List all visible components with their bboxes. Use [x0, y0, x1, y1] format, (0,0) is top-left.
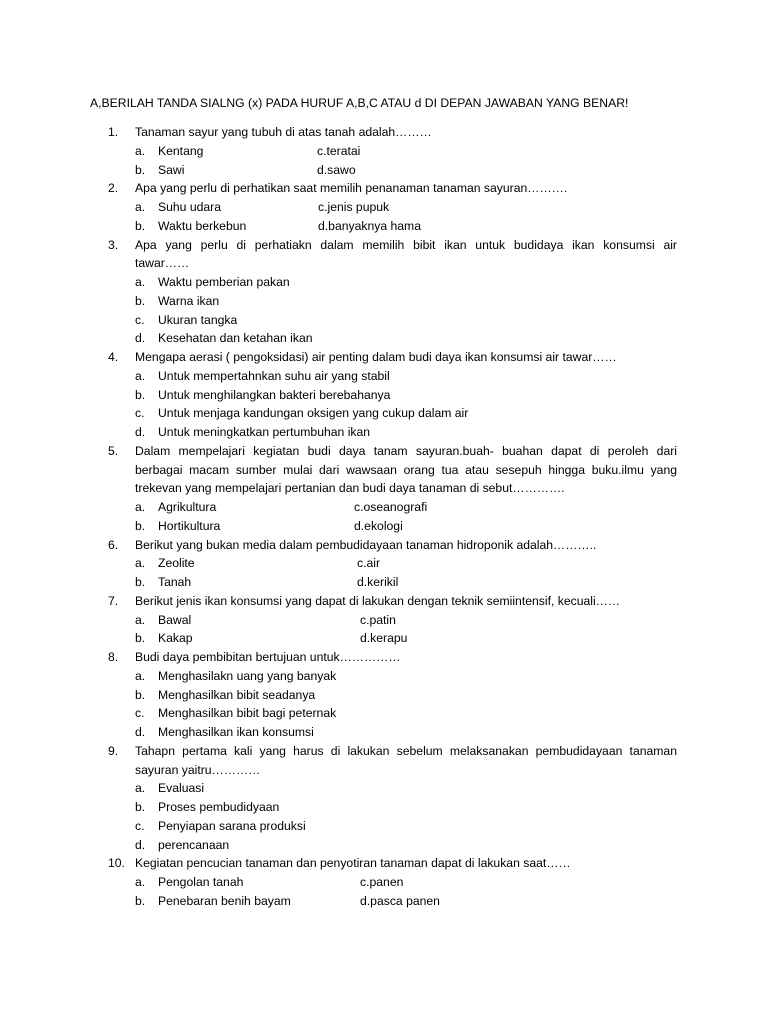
option-letter: a. [135, 368, 146, 383]
option-letter: d. [135, 425, 146, 439]
question-text: tawar…… [135, 256, 190, 271]
question-line [0, 254, 768, 273]
option-text: Untuk mempertahnkan suhu air yang stabil [158, 368, 390, 383]
option-letter: c. [135, 312, 145, 327]
option-text: Pengolan tanah [158, 875, 244, 889]
question-item [0, 236, 768, 349]
option-right-text: d.sawo [317, 162, 356, 177]
question-number: 4. [108, 350, 119, 364]
question-item [0, 442, 768, 536]
option-row [0, 704, 768, 723]
option-letter: a. [135, 612, 146, 627]
option-row [0, 779, 768, 798]
option-row [0, 667, 768, 686]
option-right-text: c.patin [360, 612, 396, 627]
option-row [0, 892, 768, 911]
option-text: Kakap [158, 631, 193, 646]
question-line [0, 348, 768, 367]
option-text: Ukuran tangka [158, 312, 238, 327]
question-line [0, 179, 768, 198]
question-text: Apa yang perlu di perhatiakn dalam memilih bibit ikan untuk budidaya ikan konsumsi air [135, 237, 677, 252]
option-letter: c. [135, 706, 145, 721]
option-row [0, 404, 768, 423]
option-row [0, 554, 768, 573]
option-right-text: c.air [357, 556, 381, 571]
option-row [0, 836, 768, 855]
question-text: Apa yang perlu di perhatikan saat memilih penanaman tanaman sayuran………. [135, 181, 568, 196]
question-line [0, 479, 768, 498]
option-text: Menghasilkan ikan konsumsi [158, 725, 314, 739]
option-row [0, 292, 768, 311]
question-item [0, 536, 768, 592]
option-text: Menghasilkan bibit seadanya [158, 687, 316, 702]
question-item [0, 742, 768, 855]
question-item [0, 854, 768, 910]
option-right-text: d.banyaknya hama [318, 218, 421, 233]
option-row [0, 386, 768, 405]
option-letter: b. [135, 293, 146, 308]
option-letter: b. [135, 387, 146, 402]
option-text: Waktu pemberian pakan [158, 275, 290, 289]
option-text: Untuk meningkatkan pertumbuhan ikan [158, 425, 371, 439]
question-list [0, 123, 768, 911]
option-letter: a. [135, 781, 146, 796]
option-text: Waktu berkebun [158, 218, 247, 233]
option-text: Agrikultura [158, 500, 217, 514]
question-line [0, 461, 768, 480]
option-right-text: c.oseanografi [354, 500, 428, 514]
option-row [0, 273, 768, 292]
option-row [0, 161, 768, 180]
question-item [0, 648, 768, 742]
option-letter: d. [135, 331, 146, 346]
option-text: Suhu udara [158, 200, 222, 214]
option-text: Penebaran benih bayam [158, 893, 291, 908]
question-number: 2. [108, 181, 119, 196]
question-line [0, 236, 768, 255]
option-letter: a. [135, 200, 146, 214]
question-text: Tahapn pertama kali yang harus di lakukan sebelum melaksanakan pembudidayaan tanaman [135, 743, 677, 758]
question-text: Budi daya pembibitan bertujuan untuk…………… [135, 650, 401, 664]
option-right-text: d.ekologi [354, 518, 403, 533]
option-row [0, 817, 768, 836]
option-row [0, 367, 768, 386]
option-text: Menghasilkan bibit bagi peternak [158, 706, 337, 721]
question-text: Mengapa aerasi ( pengoksidasi) air penting dalam budi daya ikan konsumsi air tawar…… [135, 350, 617, 364]
question-line [0, 592, 768, 611]
question-line [0, 442, 768, 461]
option-text: Untuk menghilangkan bakteri berebahanya [158, 387, 391, 402]
option-letter: b. [135, 687, 146, 702]
option-letter: b. [135, 518, 146, 533]
option-row [0, 798, 768, 817]
option-text: Sawi [158, 162, 185, 177]
option-row [0, 498, 768, 517]
question-text: Berikut yang bukan media dalam pembudidayaan tanaman hidroponik adalah……….. [135, 537, 597, 552]
option-letter: a. [135, 500, 146, 514]
option-row [0, 573, 768, 592]
option-right-text: c.panen [360, 875, 404, 889]
option-letter: b. [135, 162, 146, 177]
question-number: 3. [108, 237, 119, 252]
option-text: Penyiapan sarana produksi [158, 818, 306, 833]
option-letter: b. [135, 575, 146, 589]
option-letter: a. [135, 143, 146, 158]
option-right-text: c.jenis pupuk [318, 200, 390, 214]
option-letter: b. [135, 800, 146, 814]
question-number: 1. [108, 125, 119, 139]
question-number: 7. [108, 593, 119, 608]
question-item [0, 179, 768, 235]
option-row [0, 686, 768, 705]
option-text: Evaluasi [158, 781, 205, 796]
option-text: Proses pembudidyaan [158, 800, 280, 814]
option-letter: d. [135, 837, 146, 852]
question-line [0, 761, 768, 780]
option-row [0, 329, 768, 348]
option-row [0, 517, 768, 536]
option-text: Untuk menjaga kandungan oksigen yang cukup dalam air [158, 406, 469, 421]
question-text: Tanaman sayur yang tubuh di atas tanah adalah……… [135, 125, 432, 139]
question-line [0, 123, 768, 142]
question-line [0, 742, 768, 761]
option-text: Kesehatan dan ketahan ikan [158, 331, 313, 346]
option-text: Bawal [158, 612, 192, 627]
question-line [0, 648, 768, 667]
question-text: Berikut jenis ikan konsumsi yang dapat di lakukan dengan teknik semiintensif, kecuali…… [135, 593, 621, 608]
option-letter: c. [135, 406, 145, 421]
question-text: Dalam mempelajari kegiatan budi daya tanam sayuran.buah- buahan dapat di peroleh dari [135, 443, 677, 458]
option-right-text: d.kerapu [360, 631, 408, 646]
option-letter: b. [135, 218, 146, 233]
option-letter: b. [135, 631, 146, 646]
option-text: Tanah [158, 575, 192, 589]
option-right-text: c.teratai [317, 143, 361, 158]
option-row [0, 723, 768, 742]
option-text: Zeolite [158, 556, 195, 571]
option-text: perencanaan [158, 837, 230, 852]
option-row [0, 311, 768, 330]
question-number: 9. [108, 743, 119, 758]
question-number: 10. [108, 856, 125, 871]
option-row [0, 611, 768, 630]
option-letter: b. [135, 893, 146, 908]
option-row [0, 629, 768, 648]
question-line [0, 854, 768, 873]
question-item [0, 123, 768, 179]
option-letter: a. [135, 668, 146, 683]
question-number: 5. [108, 443, 119, 458]
option-letter: c. [135, 818, 145, 833]
option-letter: a. [135, 875, 146, 889]
question-text: trekevan yang mempelajari pertanian dan budi daya tanaman di sebut…………. [135, 481, 565, 496]
question-item [0, 592, 768, 648]
option-text: Kentang [158, 143, 204, 158]
question-item [0, 348, 768, 442]
question-number: 6. [108, 537, 119, 552]
option-right-text: d.kerikil [357, 575, 399, 589]
option-text: Menghasilakn uang yang banyak [158, 668, 337, 683]
option-letter: a. [135, 275, 146, 289]
option-text: Hortikultura [158, 518, 221, 533]
option-row [0, 423, 768, 442]
question-number: 8. [108, 650, 119, 664]
question-text: Kegiatan pencucian tanaman dan penyotiran tanaman dapat di lakukan saat…… [135, 856, 571, 871]
option-letter: d. [135, 725, 146, 739]
question-text: berbagai macam sumber mulai dari wawsaan orang tua atau sesepuh hingga buku.ilmu yang [135, 462, 677, 477]
question-text: sayuran yaitru………… [135, 762, 261, 777]
option-row [0, 217, 768, 236]
option-right-text: d.pasca panen [360, 893, 440, 908]
instruction-heading: A,BERILAH TANDA SIALNG (x) PADA HURUF A,B,C ATAU d DI DEPAN JAWABAN YANG BENAR! [90, 96, 629, 110]
option-text: Warna ikan [158, 293, 220, 308]
question-line [0, 536, 768, 555]
option-letter: a. [135, 556, 146, 571]
option-row [0, 198, 768, 217]
option-row [0, 142, 768, 161]
option-row [0, 873, 768, 892]
